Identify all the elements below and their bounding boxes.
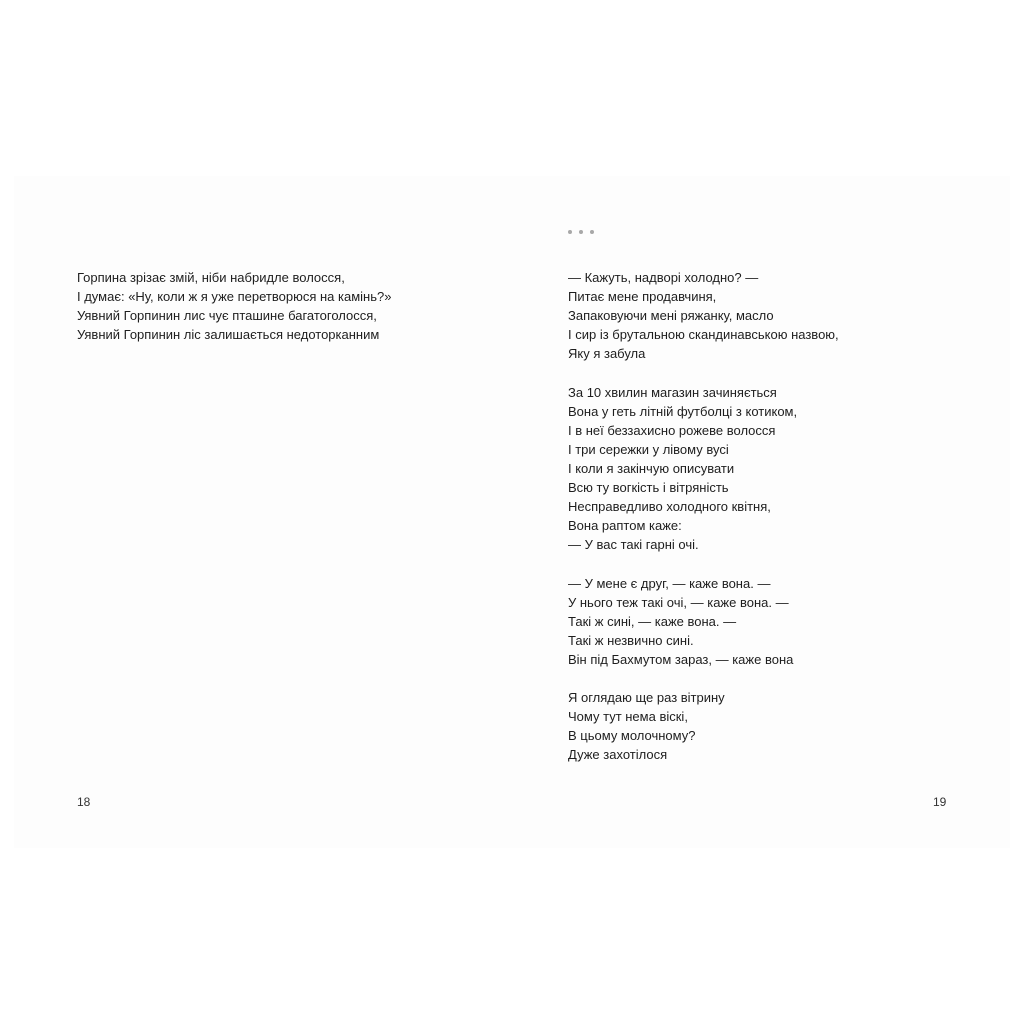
poem-line: Несправедливо холодного квітня,	[568, 499, 771, 515]
poem-line: Він під Бахмутом зараз, — каже вона	[568, 651, 794, 667]
poem-line: І в неї беззахисно рожеве волосся	[568, 422, 776, 438]
poem-line: Уявний Горпинин ліс залишається недоторканним	[77, 327, 380, 343]
separator-dot	[568, 230, 572, 234]
stanza	[568, 268, 839, 363]
poem-line: Дуже захотілося	[568, 747, 668, 763]
poem-line: І сир із брутальною скандинавською назвою,	[568, 327, 839, 343]
poem-line: Чому тут нема віскі,	[568, 709, 688, 725]
page-number-right: 19	[933, 795, 947, 809]
left-page-poem	[77, 268, 391, 363]
poem-line: Такі ж сині, — каже вона. —	[568, 613, 737, 629]
poem-line: І три сережки у лівому вусі	[568, 441, 729, 457]
stanza	[568, 574, 839, 669]
poem-line: Горпина зрізає змій, ніби набридле волосся,	[77, 270, 345, 285]
page-number-left: 18	[77, 795, 91, 809]
section-separator	[568, 230, 594, 234]
poem-line: Яку я забула	[568, 346, 646, 362]
poem-line: — У вас такі гарні очі.	[568, 537, 699, 553]
poem-line: Вона у геть літній футболці з котиком,	[568, 403, 798, 419]
poem-line: Питає мене продавчиня,	[568, 289, 717, 305]
poem-line: — Кажуть, надворі холодно? —	[568, 270, 759, 285]
separator-dot	[579, 230, 583, 234]
poem-line: Запаковуючи мені ряжанку, масло	[568, 308, 774, 324]
poem-line: За 10 хвилин магазин зачиняється	[568, 384, 777, 400]
poem-line: Такі ж незвично сині.	[568, 632, 694, 648]
poem-line: В цьому молочному?	[568, 728, 696, 744]
right-page-poem	[568, 268, 839, 784]
poem-line: — У мене є друг, — каже вона. —	[568, 575, 771, 591]
poem-line: Вона раптом каже:	[568, 518, 682, 534]
separator-dot	[590, 230, 594, 234]
poem-line: Всю ту вогкість і вітряність	[568, 480, 729, 496]
poem-line: Я оглядаю ще раз вітрину	[568, 690, 725, 706]
poem-line: Уявний Горпинин лис чує пташине багатоголосся,	[77, 308, 377, 324]
poem-line: І думає: «Ну, коли ж я уже перетворюся на камінь?»	[77, 289, 392, 305]
poem-line: І коли я закінчую описувати	[568, 460, 735, 476]
stanza	[77, 268, 391, 344]
stanza	[568, 383, 839, 555]
stanza	[568, 688, 839, 764]
poem-line: У нього теж такі очі, — каже вона. —	[568, 594, 789, 610]
